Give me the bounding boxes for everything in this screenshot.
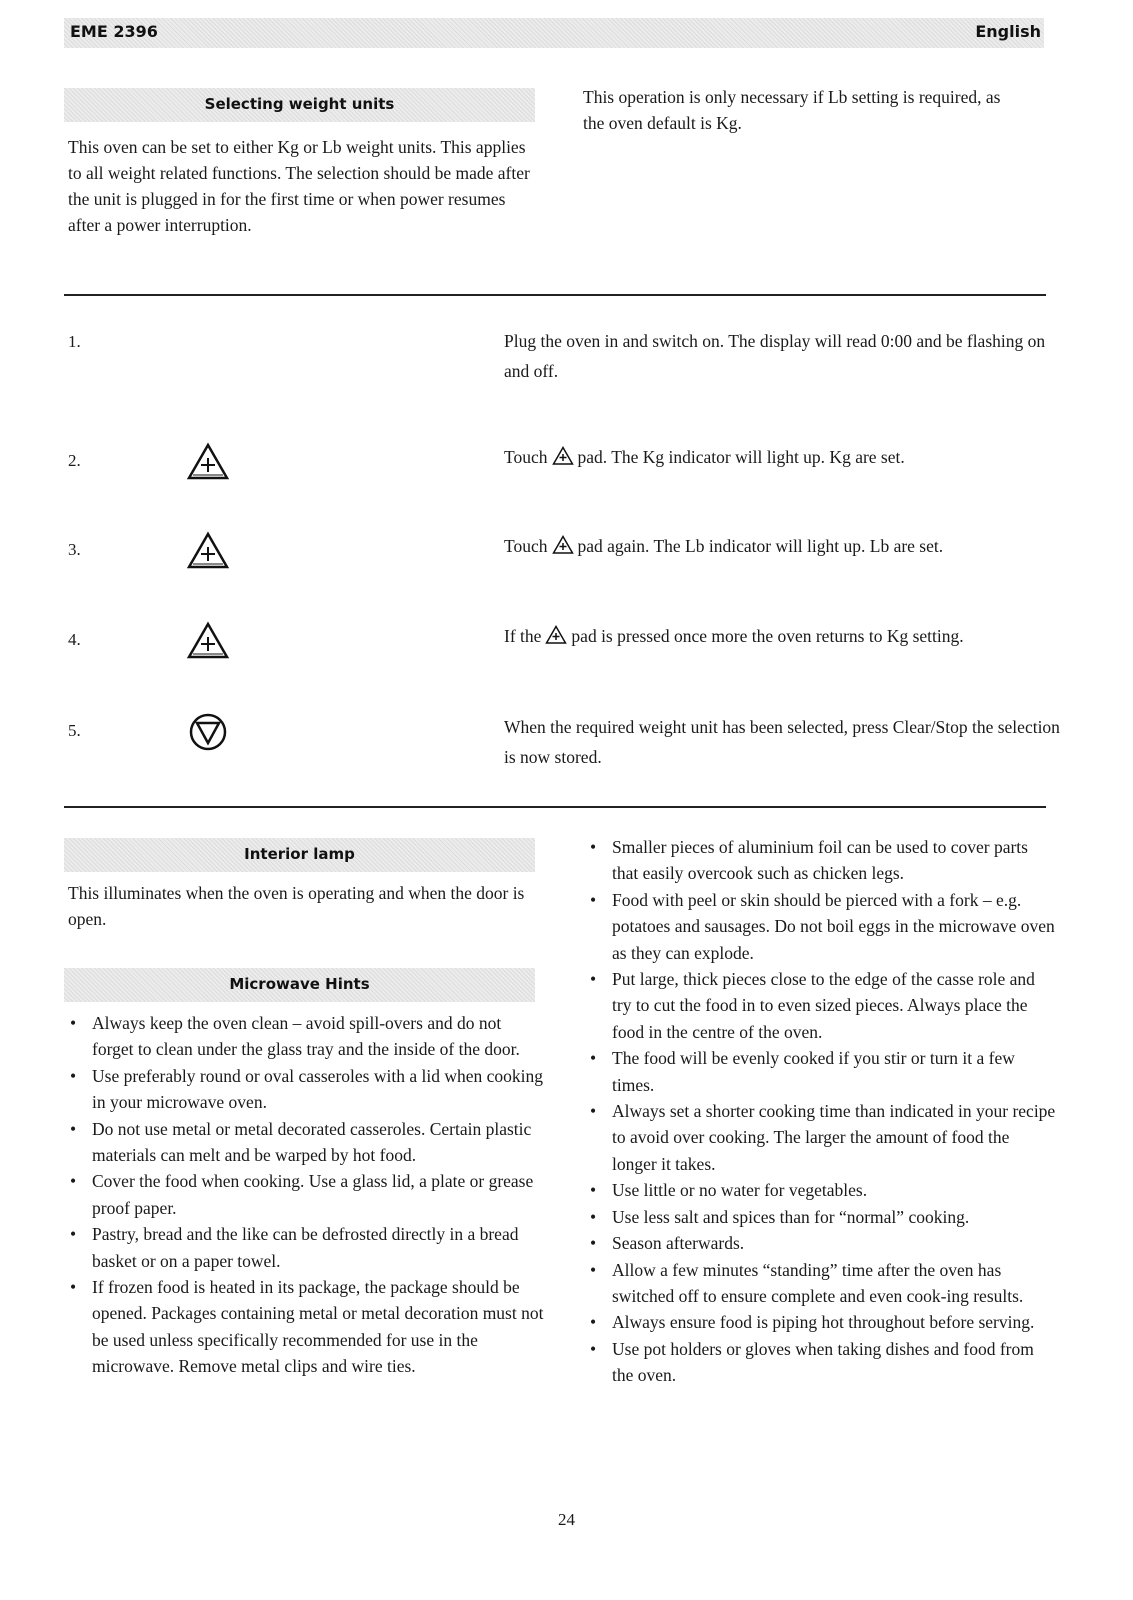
step-number: 4. xyxy=(68,630,81,649)
list-item: • Always keep the oven clean – avoid spill-overs and do not forget to clean under the glass tray and the inside of the door. xyxy=(68,1010,546,1063)
list-item: • Food with peel or skin should be pierced with a fork – e.g. potatoes and sausages. Do not boil eggs in the microwave oven as they can explode. xyxy=(588,887,1058,966)
hints-title: Microwave Hints xyxy=(229,975,370,993)
model-number: EME 2396 xyxy=(70,22,158,41)
weight-triangle-icon xyxy=(552,445,574,465)
list-item: • Put large, thick pieces close to the edge of the casse role and try to cut the food in to even sized pieces. Always place the food in the centre of the oven. xyxy=(588,966,1058,1045)
step-text-part: pad is pressed once more the oven returns to Kg setting. xyxy=(571,626,964,646)
weight-units-title: Selecting weight units xyxy=(204,95,395,113)
step-text-part: pad again. The Lb indicator will light up. Lb are set. xyxy=(577,536,944,556)
step-text xyxy=(504,531,1064,561)
step-text-part: When the required weight unit has been selected, press Clear/Stop the selection is now stored. xyxy=(504,717,1060,767)
divider-top xyxy=(64,294,1046,296)
step-number: 2. xyxy=(68,451,81,470)
step-number: 5. xyxy=(68,721,81,740)
list-item: • Do not use metal or metal decorated casseroles. Certain plastic materials can melt and be warped by hot food. xyxy=(68,1116,546,1169)
weight-triangle-icon xyxy=(186,531,230,571)
list-item: • If frozen food is heated in its package, the package should be opened. Packages containing metal or metal decoration must not be used unless specifically recommended for use in the microwave. Remove metal clips and wire ties. xyxy=(68,1274,546,1380)
list-item: • Allow a few minutes “standing” time after the oven has switched off to ensure complete and even cook-ing results. xyxy=(588,1257,1058,1310)
step-text-part: Touch xyxy=(504,536,548,556)
step-text-part: Touch xyxy=(504,447,548,467)
divider-bottom xyxy=(64,806,1046,808)
list-item: • Always ensure food is piping hot throughout before serving. xyxy=(588,1309,1058,1335)
list-item: • Use pot holders or gloves when taking dishes and food from the oven. xyxy=(588,1336,1058,1389)
weight-units-intro: This oven can be set to either Kg or Lb weight units. This applies to all weight related functions. The selection should be made after the unit is plugged in for the first time or when power resumes after a power interruption. xyxy=(68,137,530,235)
list-item: • The food will be evenly cooked if you stir or turn it a few times. xyxy=(588,1045,1058,1098)
list-item: • Always set a shorter cooking time than indicated in your recipe to avoid over cooking. The larger the amount of food the longer it takes. xyxy=(588,1098,1058,1177)
step-text-part: Plug the oven in and switch on. The display will read 0:00 and be flashing on and off. xyxy=(504,331,1046,381)
step-number: 3. xyxy=(68,540,81,559)
language-label: English xyxy=(975,22,1041,41)
hints-list-right xyxy=(588,834,1058,1389)
list-item: • Pastry, bread and the like can be defrosted directly in a bread basket or on a paper towel. xyxy=(68,1221,546,1274)
clear-stop-icon xyxy=(186,712,230,752)
list-item: • Use less salt and spices than for “normal” cooking. xyxy=(588,1204,1058,1230)
page-number: 24 xyxy=(558,1510,575,1529)
hints-list-left xyxy=(68,1010,546,1380)
step-number: 1. xyxy=(68,332,81,351)
weight-triangle-icon xyxy=(186,442,230,482)
list-item: • Season afterwards. xyxy=(588,1230,1058,1256)
list-item: • Use preferably round or oval casseroles with a lid when cooking in your microwave oven. xyxy=(68,1063,546,1116)
weight-units-note: This operation is only necessary if Lb setting is required, as the oven default is Kg. xyxy=(583,87,1001,133)
list-item: • Use little or no water for vegetables. xyxy=(588,1177,1058,1203)
list-item: • Smaller pieces of aluminium foil can be used to cover parts that easily overcook such as chicken legs. xyxy=(588,834,1058,887)
step-text-part: If the xyxy=(504,626,542,646)
list-item: • Cover the food when cooking. Use a glass lid, a plate or grease proof paper. xyxy=(68,1168,546,1221)
step-text xyxy=(504,442,1064,472)
step-text xyxy=(504,621,1064,651)
weight-triangle-icon xyxy=(545,624,567,644)
header-bar xyxy=(64,18,1044,48)
weight-triangle-icon xyxy=(186,621,230,661)
interior-lamp-title: Interior lamp xyxy=(244,845,355,863)
step-text xyxy=(504,712,1064,772)
interior-lamp-text: This illuminates when the oven is operating and when the door is open. xyxy=(68,883,525,929)
step-text-part: pad. The Kg indicator will light up. Kg are set. xyxy=(577,447,905,467)
weight-triangle-icon xyxy=(552,534,574,554)
step-text xyxy=(504,326,1064,386)
